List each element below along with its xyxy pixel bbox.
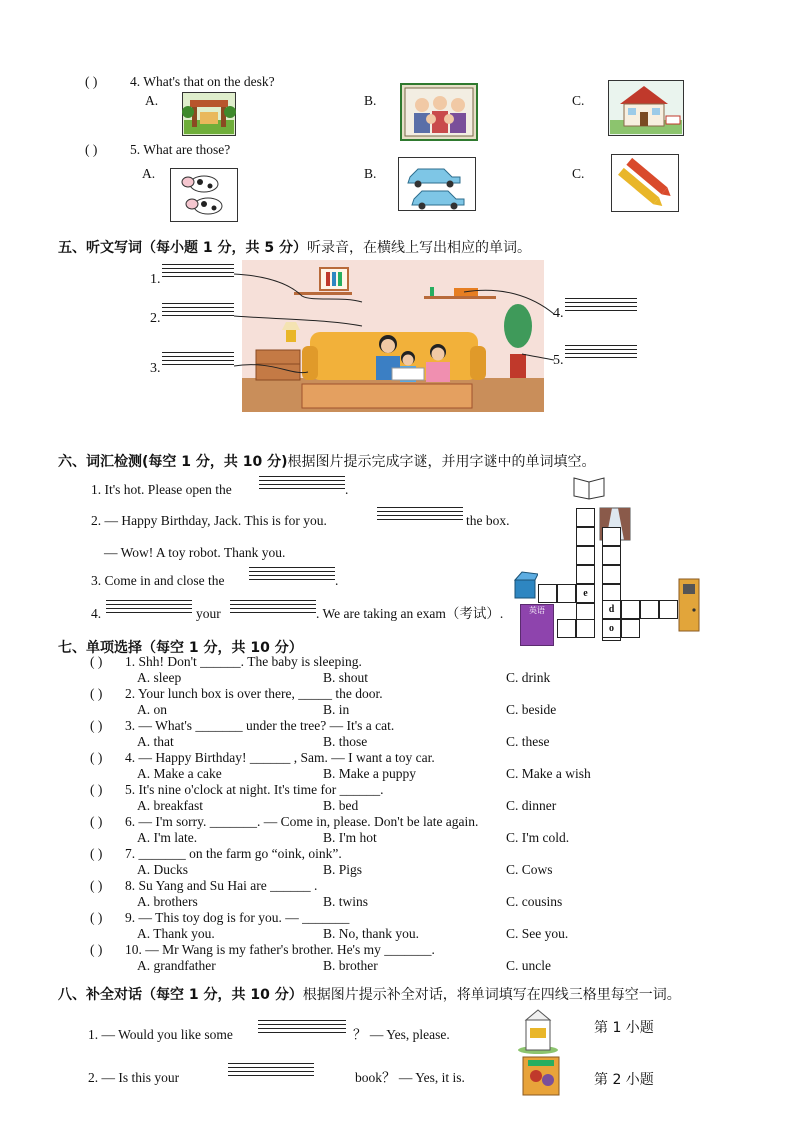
crossword-cell[interactable] — [538, 584, 557, 603]
house-picture — [608, 80, 684, 136]
q4-opt-b: B. — [364, 93, 377, 108]
crossword-cell[interactable] — [576, 619, 595, 638]
q1-question: 1. Shh! Don't ______. The baby is sleeping. — [125, 654, 362, 669]
s6-blank-4[interactable] — [106, 600, 192, 613]
q5-option-c: C. dinner — [506, 798, 557, 813]
crossword-cell[interactable] — [576, 565, 595, 584]
q7-option-b: B. Pigs — [323, 862, 363, 877]
s5-answer-line-1[interactable] — [162, 264, 234, 277]
q3-answer-bracket[interactable]: ( ) — [90, 718, 103, 733]
crossword-cell[interactable] — [602, 527, 621, 546]
q8-question: 8. Su Yang and Su Hai are ______ . — [125, 878, 318, 893]
crossword-cell[interactable] — [576, 546, 595, 565]
box-icon — [512, 570, 538, 600]
section7-title: 七、单项选择（每空 1 分，共 10 分） — [58, 640, 303, 656]
q3-option-c: C. these — [506, 734, 550, 749]
s6-blank-5[interactable] — [230, 600, 316, 613]
crossword-cell[interactable] — [621, 619, 640, 638]
q1-option-b: B. shout — [323, 670, 369, 685]
s5-answer-line-2[interactable] — [162, 303, 234, 316]
q1-option-a: A. sleep — [137, 670, 182, 685]
s6-line3-text: — Wow! A toy robot. Thank you. — [104, 545, 286, 560]
q4-text: 4. What's that on the desk? — [130, 74, 275, 89]
s5-num-5: 5. — [553, 353, 564, 368]
crossword-cell[interactable] — [576, 527, 595, 546]
q10-question: 10. — Mr Wang is my father's brother. He's my _______. — [125, 942, 435, 957]
crossword-cell[interactable] — [640, 600, 659, 619]
s6-blank-3[interactable] — [249, 567, 335, 580]
q2-option-a: A. on — [137, 702, 167, 717]
q5-option-a: A. breakfast — [137, 798, 203, 813]
q6-option-c: C. I'm cold. — [506, 830, 570, 845]
q7-option-a: A. Ducks — [137, 862, 188, 877]
q4-bracket[interactable]: ( ) — [85, 74, 98, 89]
q4-question: 4. — Happy Birthday! ______ , Sam. — I want a toy car. — [125, 750, 435, 765]
crossword-cell[interactable] — [557, 584, 576, 603]
s8-line2-end: book？ — Yes, it is. — [355, 1070, 465, 1085]
s6-line1-end: . — [345, 482, 349, 497]
q8-answer-bracket[interactable]: ( ) — [90, 878, 103, 893]
q5-opt-c: C. — [572, 166, 585, 181]
s6-line5-num: 4. — [91, 606, 102, 621]
q4-option-a: A. Make a cake — [137, 766, 222, 781]
section8-title: 八、补全对话（每空 1 分，共 10 分）根据图片提示补全对话，将单词填写在四线三格里每空一词。 — [58, 987, 681, 1003]
q7-answer-bracket[interactable]: ( ) — [90, 846, 103, 861]
q4-answer-bracket[interactable]: ( ) — [90, 750, 103, 765]
q3-option-b: B. those — [323, 734, 368, 749]
q8-option-b: B. twins — [323, 894, 369, 909]
q6-option-a: A. I'm late. — [137, 830, 198, 845]
q5-bracket[interactable]: ( ) — [85, 142, 98, 157]
s6-line5-end: . We are taking an exam（考试）. — [316, 606, 504, 621]
q6-question: 6. — I'm sorry. _______. — Come in, please. Don't be late again. — [125, 814, 479, 829]
q5-answer-bracket[interactable]: ( ) — [90, 782, 103, 797]
s5-answer-line-5[interactable] — [565, 345, 637, 358]
q10-answer-bracket[interactable]: ( ) — [90, 942, 103, 957]
q4-option-c: C. Make a wish — [506, 766, 591, 781]
crossword-cell[interactable] — [659, 600, 678, 619]
open-book-icon — [572, 472, 606, 500]
family-photo-picture — [400, 83, 478, 141]
q2-option-c: C. beside — [506, 702, 557, 717]
q4-opt-c: C. — [572, 93, 585, 108]
s5-num-3: 3. — [150, 361, 161, 376]
s8-line2-text: 2. — Is this your — [88, 1070, 180, 1085]
q9-option-a: A. Thank you. — [137, 926, 215, 941]
q7-question: 7. _______ on the farm go “oink, oink”. — [125, 846, 342, 861]
q1-option-c: C. drink — [506, 670, 551, 685]
crayons-picture — [611, 154, 679, 212]
q5-opt-a: A. — [142, 166, 156, 181]
s5-num-1: 1. — [150, 272, 161, 287]
q9-option-b: B. No, thank you. — [323, 926, 419, 941]
milk-carton-picture — [516, 1008, 560, 1054]
s8-line1-end: ？ — Yes, please. — [353, 1027, 450, 1042]
crossword-cell-e[interactable]: e — [576, 584, 595, 603]
cows-picture — [170, 168, 238, 222]
q4-option-b: B. Make a puppy — [323, 766, 416, 781]
s6-line5-your: your — [196, 606, 221, 621]
q9-question: 9. — This toy dog is for you. — _______ — [125, 910, 350, 925]
s6-line1-text: 1. It's hot. Please open the — [91, 482, 232, 497]
q4-opt-a: A. — [145, 93, 159, 108]
q10-option-c: C. uncle — [506, 958, 551, 973]
park-picture — [182, 92, 236, 136]
q9-option-c: C. See you. — [506, 926, 569, 941]
crossword-cell[interactable] — [602, 565, 621, 584]
s8-blank-2[interactable] — [228, 1063, 314, 1076]
q2-question: 2. Your lunch box is over there, _____ the door. — [125, 686, 383, 701]
crossword-cell[interactable] — [557, 619, 576, 638]
q9-answer-bracket[interactable]: ( ) — [90, 910, 103, 925]
q5-question: 5. It's nine o'clock at night. It's time for ______. — [125, 782, 384, 797]
q5-option-b: B. bed — [323, 798, 359, 813]
q8-option-a: A. brothers — [137, 894, 198, 909]
crossword-cell-d[interactable]: d — [602, 600, 621, 619]
q7-option-c: C. Cows — [506, 862, 553, 877]
section5-title: 五、听文写词（每小题 1 分，共 5 分）听录音，在横线上写出相应的单词。 — [58, 240, 531, 256]
q2-answer-bracket[interactable]: ( ) — [90, 686, 103, 701]
s5-num-2: 2. — [150, 311, 161, 326]
s5-answer-line-3[interactable] — [162, 352, 234, 365]
s6-line2-text: 2. — Happy Birthday, Jack. This is for you. — [91, 513, 327, 528]
s6-line4-end: . — [335, 573, 339, 588]
q5-opt-b: B. — [364, 166, 377, 181]
s5-pointer-lines — [232, 266, 562, 386]
section6-title: 六、词汇检测(每空 1 分，共 10 分)根据图片提示完成字谜，并用字谜中的单词填空。 — [58, 454, 596, 470]
q8-option-c: C. cousins — [506, 894, 563, 909]
s6-line4-text: 3. Come in and close the — [91, 573, 225, 588]
q5-text: 5. What are those? — [130, 142, 231, 157]
s6-blank-1[interactable] — [259, 476, 345, 489]
s6-blank-2[interactable] — [377, 507, 463, 520]
storybook-picture — [522, 1056, 560, 1096]
q1-answer-bracket[interactable]: ( ) — [90, 654, 103, 669]
q3-option-a: A. that — [137, 734, 174, 749]
crossword-cell-o[interactable]: o — [602, 619, 621, 638]
s8-line1-text: 1. — Would you like some — [88, 1027, 233, 1042]
cars-picture — [398, 157, 476, 211]
q2-option-b: B. in — [323, 702, 350, 717]
crossword-puzzle — [512, 470, 712, 660]
s8-blank-1[interactable] — [258, 1020, 346, 1033]
english-book-icon: 英语 — [520, 604, 554, 646]
s6-line2-end: the box. — [466, 513, 510, 528]
crossword-cell[interactable] — [576, 508, 595, 527]
q3-question: 3. — What's _______ under the tree? — It's a cat. — [125, 718, 395, 733]
q10-option-a: A. grandfather — [137, 958, 216, 973]
crossword-cell[interactable] — [602, 546, 621, 565]
s5-answer-line-4[interactable] — [565, 298, 637, 311]
q10-option-b: B. brother — [323, 958, 378, 973]
tag-question-1: 第 1 小题 — [594, 1020, 654, 1036]
crossword-cell[interactable] — [621, 600, 640, 619]
s5-num-4: 4. — [553, 306, 564, 321]
q6-answer-bracket[interactable]: ( ) — [90, 814, 103, 829]
tag-question-2: 第 2 小题 — [594, 1072, 654, 1088]
door-icon — [678, 578, 700, 632]
q6-option-b: B. I'm hot — [323, 830, 377, 845]
